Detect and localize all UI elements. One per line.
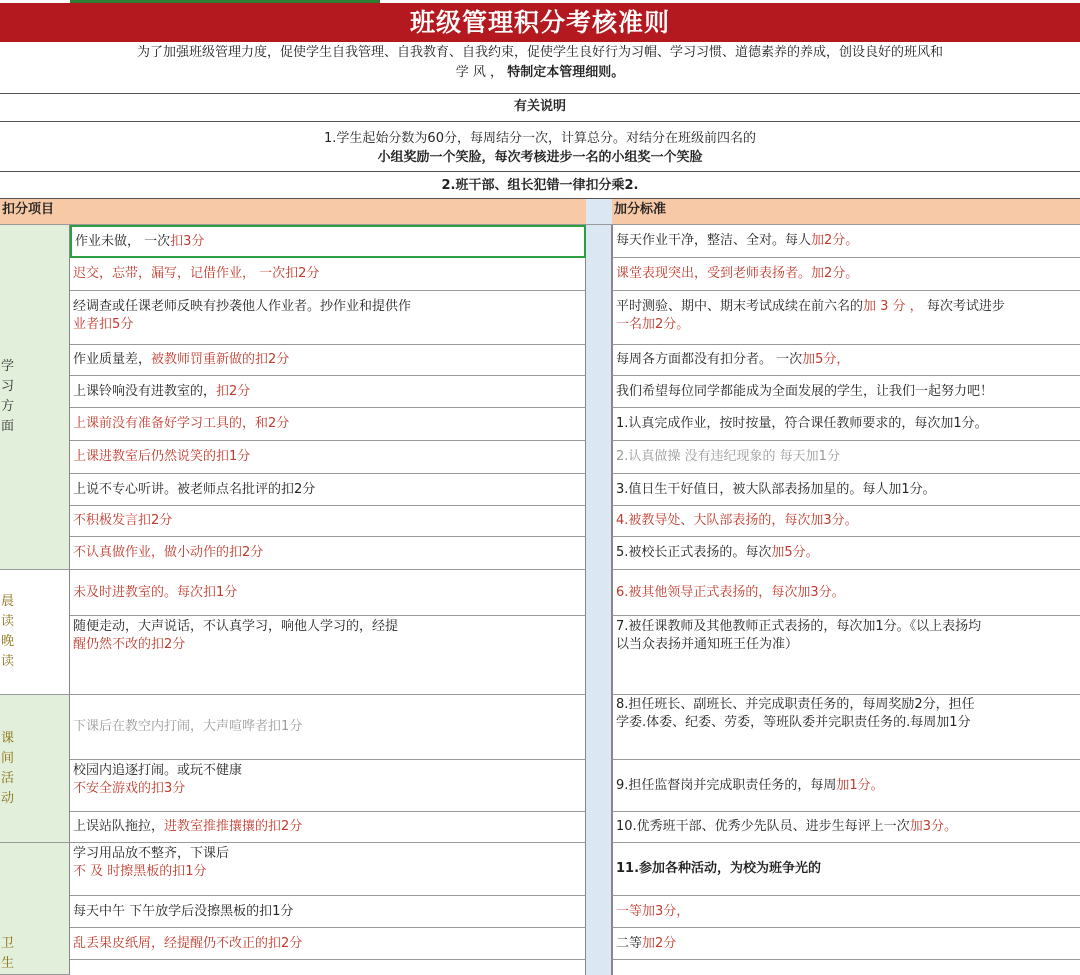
intro-line-2	[0, 63, 1080, 83]
deduct-row-18: 乱丢果皮纸屑，经提醒仍不改正的扣2分	[70, 928, 586, 960]
add-row-19-cut	[612, 960, 1080, 975]
category-hygiene: 卫生	[0, 843, 70, 975]
deduct-row-10: 不认真做作业，做小动作的扣2分	[70, 537, 586, 570]
deduct-row-9: 不积极发言扣2分	[70, 506, 586, 537]
add-row-7: 2.认真做操 没有违纪现象的 每天加1分	[612, 441, 1080, 474]
intro-line-2-b: 特制定本管理细则。	[507, 65, 625, 80]
add-row-16: 11.参加各种活动，为校为班争光的	[612, 843, 1080, 896]
add-row-8: 3.值日生干好值日，被大队部表扬加星的。每人加1分。	[612, 474, 1080, 506]
add-row-11: 6.被其他领导正式表扬的，每次加3分。	[612, 570, 1080, 616]
deduct-row-17: 每天中午 下午放学后没擦黑板的扣1分	[70, 896, 586, 928]
add-row-15: 10.优秀班干部、优秀少先队员、进步生每评上一次 加3分。	[612, 812, 1080, 843]
add-row-1: 每天作业干净，整洁、全对。每人 加2分。	[612, 225, 1080, 258]
deduct-row-1[interactable]: 作业未做， 一次 扣3分	[70, 225, 586, 258]
header-add: 加分标准	[612, 199, 1080, 225]
intro-line-1: 为了加强班级管理力度，促使学生自我管理、自我教育、自我约束，促使学生良好行为习帽、学习习惯、道德素养的养成，创设良好的班风和	[136, 45, 943, 60]
category-morning-reading: 晨读晚读	[0, 570, 70, 695]
add-row-12: 7.被任课教师及其他教师正式表扬的，每次加1分。《以上表扬均 以当众表扬并通知班王任为准）	[612, 616, 1080, 695]
add-row-13: 8.担任班长、副班长、并完成职责任务的，每周奖励2分，担任 学委.体委、纪委、劳委，等班队委并完职责任务的.每周加1分	[612, 695, 1080, 760]
intro-paragraph	[0, 42, 1080, 94]
note-line-1: 1.学生起始分数为60分，每周结分一次，计算总分。对结分在班级前四名的	[324, 131, 756, 146]
deduct-row-3: 经调查或任课老师反映有抄袭他人作业者。抄作业和提供作 业者扣5分	[70, 291, 586, 345]
header-gap	[586, 199, 612, 225]
deduct-row-16: 学习用品放不整齐，下课后 不 及 时擦黑板的扣1分	[70, 843, 586, 896]
category-recess: 课间活动	[0, 695, 70, 843]
add-row-5: 我们希望每位同学都能成为全面发展的学生，让我们一起努力吧！	[612, 376, 1080, 408]
category-study: 学习方面	[0, 225, 70, 570]
deduct-row-2: 迟交，忘带，漏写，记借作业， 一次扣2分	[70, 258, 586, 291]
deduct-row-14: 校园内追逐打闹。或玩不健康 不安全游戏的扣3分	[70, 760, 586, 812]
header-deduct: 扣分项目	[0, 199, 586, 225]
deduct-row-19-cut	[70, 960, 586, 975]
deduct-row-7: 上课进教室后仍然说笑的扣1分	[70, 441, 586, 474]
deduct-row-11: 未及时进教室的。每次扣1分	[70, 570, 586, 616]
intro-line-2-a: 学 风 ，	[455, 65, 504, 80]
add-row-10: 5.被校长正式表扬的。每次 加5分。	[612, 537, 1080, 570]
notes	[0, 122, 1080, 172]
add-row-9: 4.被教导处、大队部表扬的，每次加3分。	[612, 506, 1080, 537]
add-row-4: 每周各方面都没有扣分者。 一次 加5分，	[612, 345, 1080, 376]
deduct-row-13: 下课后在教空内打闹，大声喧哗者扣1分	[70, 695, 586, 760]
section-title: 有关说明	[0, 94, 1080, 122]
note-line-3: 2.班干部、组长犯错一律扣分乘2.	[0, 172, 1080, 199]
deduct-row-4: 作业质量差， 被教师罚重新做的扣2分	[70, 345, 586, 376]
deduct-row-12: 随便走动，大声说话，不认真学习，响他人学习的，经提 醒仍然不改的扣2分	[70, 616, 586, 695]
deduct-row-8: 上说不专心听讲。被老师点名批评的扣2分	[70, 474, 586, 506]
separator-column	[586, 225, 612, 975]
note-line-2: 小组奖励一个笑脸，每次考核进步一名的小组奖一个笑脸	[377, 150, 703, 165]
add-row-3: 平时测验、期中、期末考试成续在前六名的加 3 分 ， 每次考试进步 一名加2分。	[612, 291, 1080, 345]
add-row-18: 二等 加2分	[612, 928, 1080, 960]
add-row-6: 1.认真完成作业，按时按量，符合课任教师要求的，每次加1分。	[612, 408, 1080, 441]
add-row-2: 课堂表现突出，受到老师表扬者。加2分。	[612, 258, 1080, 291]
add-row-17: 一等加3分，	[612, 896, 1080, 928]
add-row-14: 9.担任监督岗并完成职责任务的，每周 加1分。	[612, 760, 1080, 812]
deduct-row-6: 上课前没有准备好学习工具的，和2分	[70, 408, 586, 441]
deduct-row-15: 上误站队拖拉， 进教室推推攘攘的扣2分	[70, 812, 586, 843]
page-title: 班级管理积分考核准则	[0, 3, 1080, 42]
deduct-row-5: 上课铃响没有进教室的， 扣2分	[70, 376, 586, 408]
